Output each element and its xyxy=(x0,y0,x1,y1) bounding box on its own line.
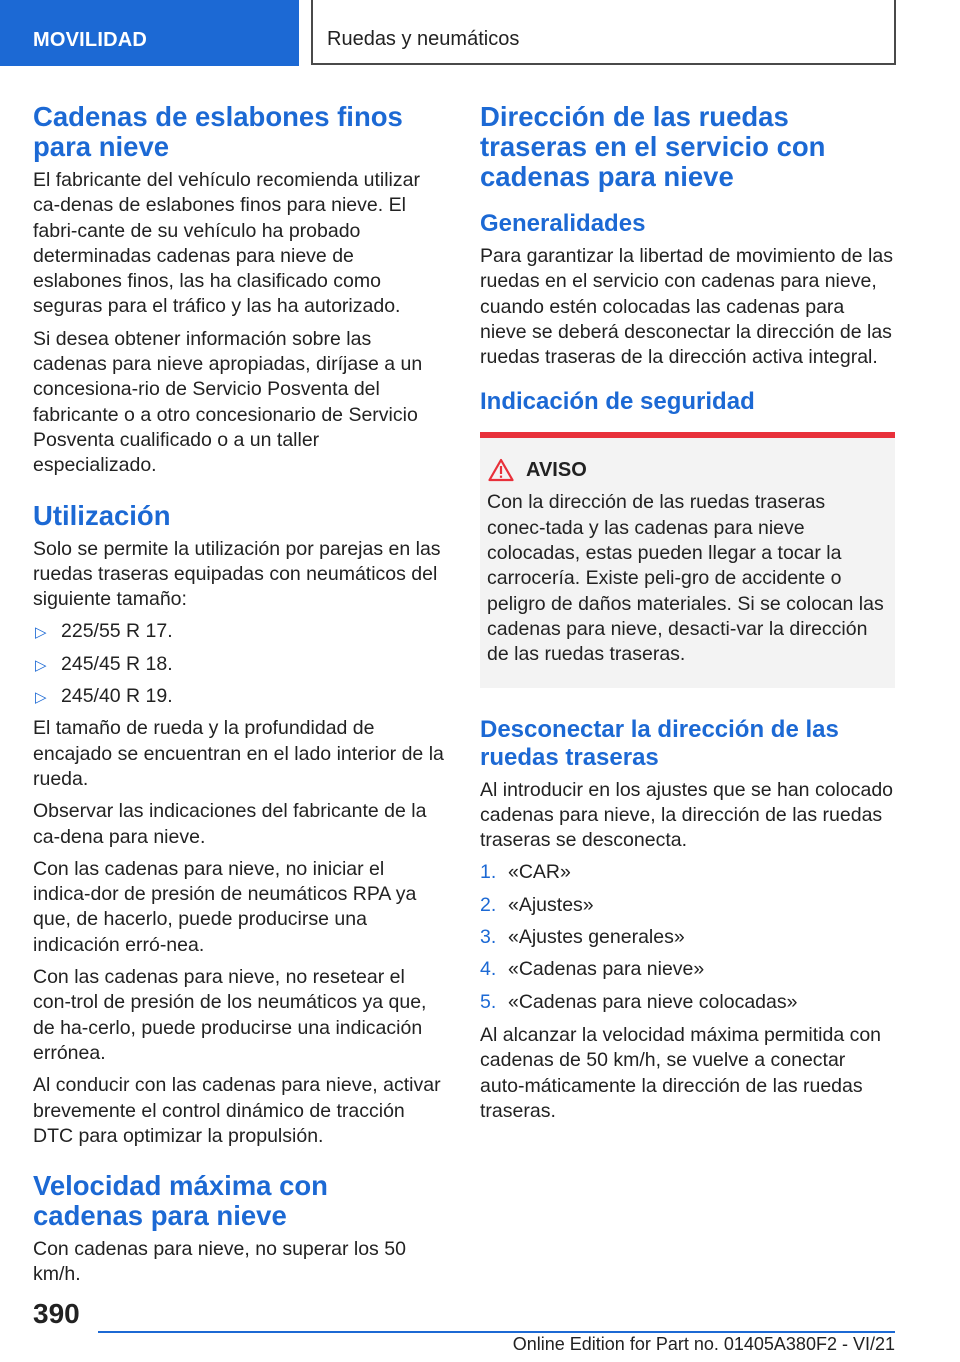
paragraph: Con las cadenas para nieve, no resetear el con-trol de presión de los neumáticos ya que, de ha-cerlo, puede producirse una indicación errónea. xyxy=(33,966,427,1064)
section-title-usage: Utilización xyxy=(33,499,171,531)
steps-list xyxy=(480,860,895,1014)
warning-text: Con la dirección de las ruedas traseras conec-tada y las cadenas para nieve colocadas, estas pueden llegar a tocar la carrocería. Existe peli-gro de accidente o peligro de daños materiales. Si se colocan las cadenas para nieve, desacti-var la dirección de las ruedas traseras. xyxy=(487,491,884,666)
paragraph: El tamaño de rueda y la profundidad de encajado se encuentran en el lado interior de la rueda. xyxy=(33,717,444,790)
paragraph: El fabricante del vehículo recomienda utilizar ca-denas de eslabones finos para nieve. El fabri-cante de su vehículo ha probado determinadas cadenas para nieve de eslabones finos, las ha clasificado como seguras para el tráfico y las ha autorizado. xyxy=(33,169,420,318)
step-number: 1. xyxy=(480,861,497,884)
triangle-bullet-icon: ▷ xyxy=(35,624,47,642)
triangle-bullet-icon: ▷ xyxy=(35,656,47,674)
paragraph: Observar las indicaciones del fabricante de la ca-dena para nieve. xyxy=(33,800,427,848)
tire-size: 245/40 R 19. xyxy=(61,685,173,708)
section-tab: MOVILIDAD xyxy=(0,0,299,66)
section-title-fine-chains: Cadenas de eslabones finos para nieve xyxy=(33,101,403,162)
subsection-title-safety: Indicación de seguridad xyxy=(480,388,755,416)
list-item xyxy=(480,893,895,918)
step-text: «Ajustes generales» xyxy=(508,926,685,949)
tire-size: 245/45 R 18. xyxy=(61,652,173,675)
chapter-tab: Ruedas y neumáticos xyxy=(311,0,896,65)
paragraph: Si desea obtener información sobre las cadenas para nieve apropiadas, diríjase a un concesiona-rio de Servicio Posventa del fabricante o a otro concesionario de Servicio Posventa cualificado o a un taller especializado. xyxy=(33,327,423,477)
step-number: 4. xyxy=(480,958,497,981)
paragraph: Con las cadenas para nieve, no iniciar el indica-dor de presión de neumáticos RPA ya que, de hacerlo, puede producirse una indicación erró-nea. xyxy=(33,857,417,956)
step-number: 2. xyxy=(480,893,497,916)
list-item xyxy=(33,619,445,644)
page-header xyxy=(0,0,960,66)
paragraph: Al introducir en los ajustes que se han colocado cadenas para nieve, la dirección de las ruedas traseras se desconecta. xyxy=(480,778,894,852)
section-title-max-speed: Velocidad máxima con cadenas para nieve xyxy=(33,1170,328,1232)
step-text: «Cadenas para nieve» xyxy=(508,958,705,981)
step-number: 3. xyxy=(480,926,497,949)
list-item xyxy=(480,990,895,1015)
subsection-title-general: Generalidades xyxy=(480,210,646,237)
step-number: 5. xyxy=(480,990,497,1013)
triangle-bullet-icon: ▷ xyxy=(35,689,47,707)
warning-header xyxy=(487,458,887,482)
tire-size-list xyxy=(33,619,445,709)
footer-divider xyxy=(98,1331,895,1333)
step-text: «CAR» xyxy=(508,861,571,884)
step-text: «Ajustes» xyxy=(508,893,594,916)
subsection-title-disconnect: Desconectar la dirección de las ruedas traseras xyxy=(480,715,839,771)
section-title-rear-steering: Dirección de las ruedas traseras en el servicio con cadenas para nieve xyxy=(480,101,826,192)
list-item xyxy=(480,860,895,885)
paragraph: Al alcanzar la velocidad máxima permitida con cadenas de 50 km/h, se vuelve a conectar auto-máticamente la dirección de las ruedas traseras. xyxy=(480,1023,882,1122)
paragraph: Solo se permite la utilización por parejas en las ruedas traseras equipadas con neumáticos del siguiente tamaño: xyxy=(33,537,441,611)
tire-size: 225/55 R 17. xyxy=(61,620,173,643)
list-item xyxy=(33,652,445,677)
paragraph: Con cadenas para nieve, no superar los 50 km/h. xyxy=(33,1238,406,1286)
list-item xyxy=(480,925,895,950)
left-column xyxy=(33,102,445,1295)
list-item xyxy=(33,684,445,709)
warning-box xyxy=(480,432,895,687)
step-text: «Cadenas para nieve colocadas» xyxy=(508,990,798,1013)
footer-edition: Online Edition for Part no. 01405A380F2 - VI/21 xyxy=(512,1334,895,1354)
paragraph: Para garantizar la libertad de movimiento de las ruedas en el servicio con cadenas para nieve, cuando estén colocadas las cadenas para nieve se deberá desconectar la dirección de las ruedas traseras de la dirección activa integral. xyxy=(480,245,893,369)
paragraph: Al conducir con las cadenas para nieve, activar brevemente el control dinámico de tracción DTC para optimizar la propulsión. xyxy=(33,1074,441,1147)
right-column xyxy=(480,102,895,1131)
warning-triangle-icon xyxy=(488,458,514,482)
list-item xyxy=(480,957,895,982)
page-number: 390 xyxy=(33,1298,80,1329)
warning-title: AVISO xyxy=(526,458,587,481)
